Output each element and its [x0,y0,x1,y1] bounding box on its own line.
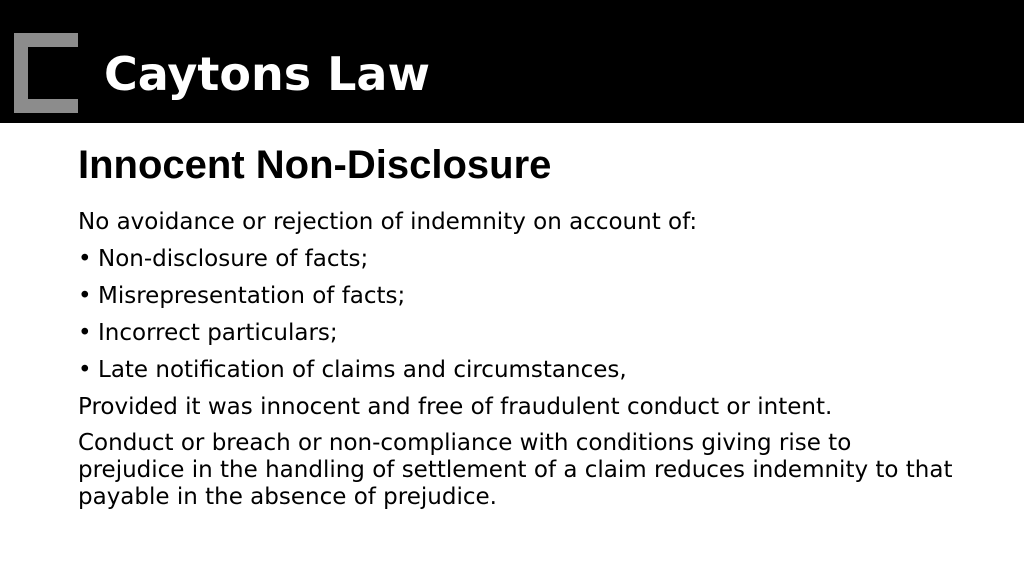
bullet-item [78,315,958,352]
bullet-dot-icon: • [78,357,92,383]
bullet-item [78,352,958,389]
bullet-text: Misrepresentation of facts; [98,283,406,309]
header-band [0,0,1024,123]
bullet-text: Incorrect particulars; [98,320,338,346]
slide-title: Innocent Non-Disclosure [78,143,552,187]
logo-bar-bottom [14,99,78,113]
proviso-text: Provided it was innocent and free of fraudulent conduct or intent. [78,394,833,420]
slide-body [78,204,958,511]
caytons-logo-icon [14,33,78,113]
brand-name: Caytons Law [104,47,430,101]
bullet-item [78,278,958,315]
bullet-dot-icon: • [78,246,92,272]
intro-text: No avoidance or rejection of indemnity on account of: [78,209,698,235]
bullet-dot-icon: • [78,320,92,346]
bullet-text: Late notification of claims and circumstances, [98,357,627,383]
bullet-dot-icon: • [78,283,92,309]
bullet-item [78,241,958,278]
bullet-text: Non-disclosure of facts; [98,246,369,272]
conclusion-text: Conduct or breach or non-compliance with conditions giving rise to prejudice in the handling of settlement of a claim reduces indemnity to that payable in the absence of prejudice. [78,430,953,510]
